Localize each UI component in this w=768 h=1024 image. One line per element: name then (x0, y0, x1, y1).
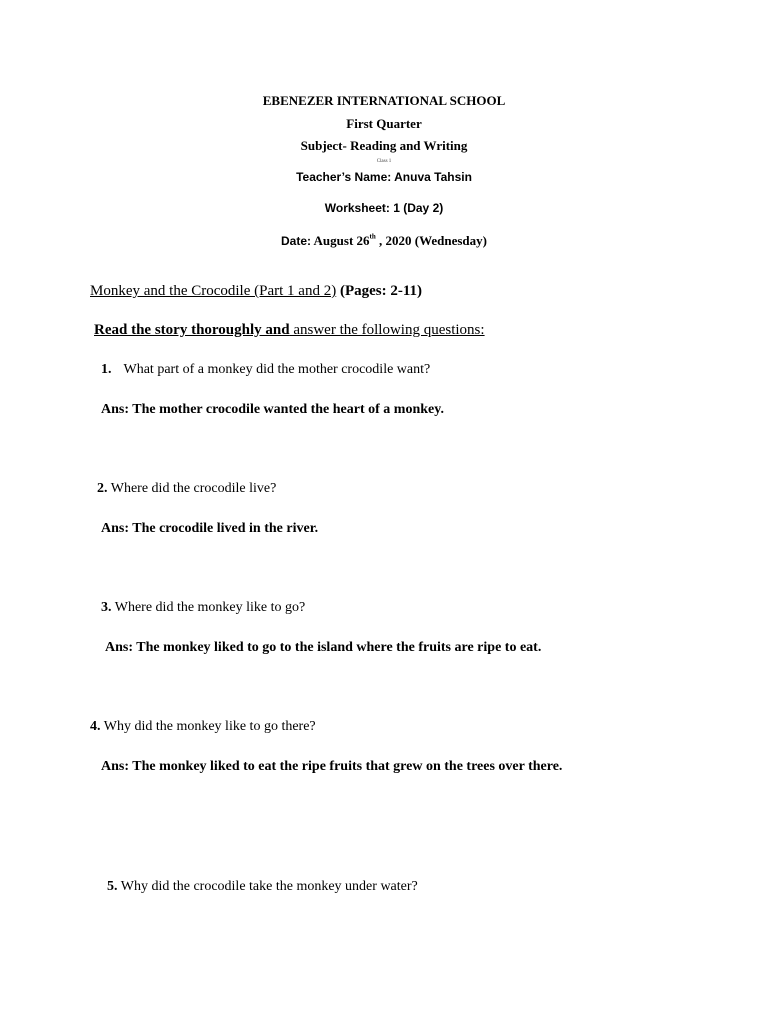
quarter-label: First Quarter (346, 116, 422, 131)
question-3 (101, 601, 305, 615)
question-text: What part of a monkey did the mother crocodile want? (123, 362, 431, 377)
question-text: Why did the crocodile take the monkey under water? (117, 879, 418, 894)
question-number: 2. (97, 481, 108, 496)
question-number: 5. (107, 879, 118, 894)
question-text: Why did the monkey like to go there? (100, 719, 316, 734)
answer-4: Ans: The monkey liked to eat the ripe fruits that grew on the trees over there. (101, 759, 563, 774)
instruction-bold: Read the story thoroughly and (94, 322, 290, 338)
date-suffix: th (369, 232, 376, 241)
instruction-normal: answer the following questions: (289, 322, 485, 338)
question-1 (101, 363, 430, 377)
story-pages: (Pages: 2-11) (336, 283, 423, 299)
date-main: August 26 (311, 233, 370, 248)
story-title-underlined: Monkey and the Crocodile (Part 1 and 2) (90, 283, 337, 299)
class-note: Class 1 (376, 159, 392, 164)
question-4 (90, 720, 316, 734)
instruction (94, 323, 485, 338)
answer-3: Ans: The monkey liked to go to the island where the fruits are ripe to eat. (105, 640, 542, 655)
date-prefix: Date: (280, 234, 311, 248)
answer-2: Ans: The crocodile lived in the river. (101, 521, 319, 536)
teacher-name: Teacher’s Name: Anuva Tahsin (296, 170, 472, 184)
question-text: Where did the monkey like to go? (111, 600, 306, 615)
story-title (90, 284, 422, 299)
date-rest: , 2020 (Wednesday) (375, 233, 487, 248)
question-text: Where did the crocodile live? (107, 481, 277, 496)
school-name: EBENEZER INTERNATIONAL SCHOOL (262, 93, 506, 108)
date-line (0, 233, 768, 249)
question-number: 1. (101, 362, 112, 377)
question-number: 4. (90, 719, 101, 734)
question-5 (107, 880, 418, 894)
question-number: 3. (101, 600, 112, 615)
question-2 (97, 482, 276, 496)
answer-1: Ans: The mother crocodile wanted the heart of a monkey. (101, 402, 444, 417)
worksheet-label: Worksheet: 1 (Day 2) (324, 201, 444, 215)
subject-label: Subject- Reading and Writing (300, 138, 468, 153)
